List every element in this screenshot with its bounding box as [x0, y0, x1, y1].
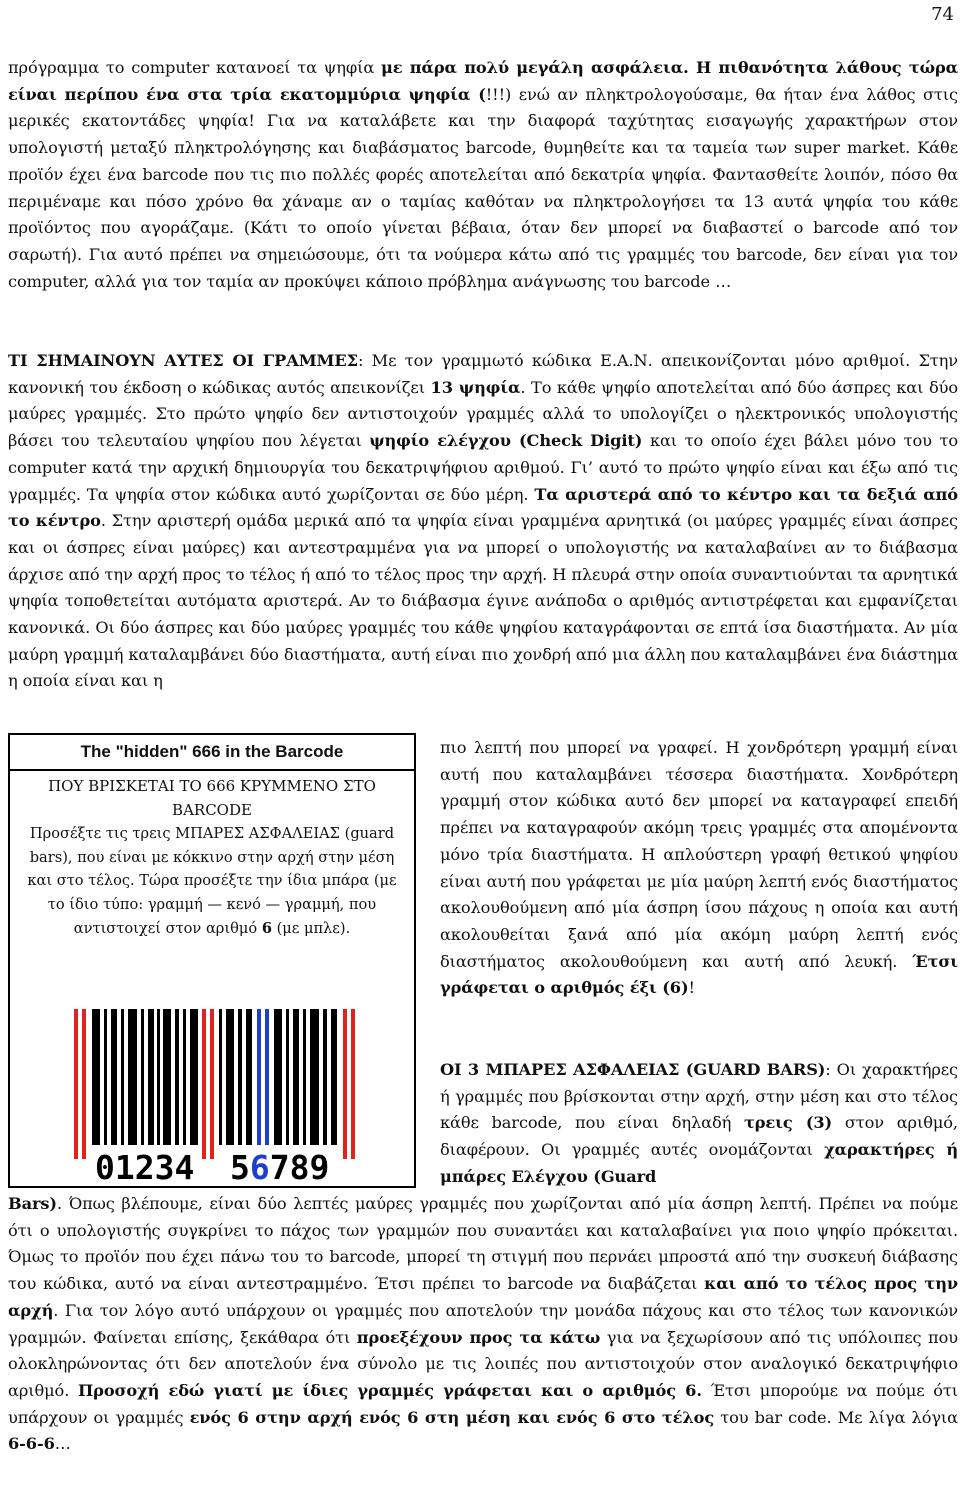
- paragraph-wrap-guard-bars: [440, 1057, 958, 1191]
- barcode-bar: [163, 1009, 171, 1145]
- page-number: 74: [931, 4, 954, 25]
- barcode-bar: [111, 1009, 117, 1145]
- barcode-bar: [92, 1009, 100, 1145]
- bold-span: τρεις (3): [743, 1113, 833, 1133]
- barcode-bar: [238, 1009, 242, 1145]
- barcode-bar: [246, 1009, 252, 1145]
- bold-span: 6-6-6: [8, 1434, 55, 1454]
- section-heading: ΟΙ 3 ΜΠΑΡΕΣ ΑΣΦΑΛΕΙΑΣ (GUARD BARS): [440, 1060, 826, 1079]
- barcode-bar: [128, 1009, 137, 1145]
- text-span: …: [54, 1434, 71, 1454]
- digit-black: 789: [269, 1148, 330, 1183]
- barcode-bar: [274, 1009, 282, 1145]
- bold-span: Τα αριστερά από το κέντρο και τα δεξιά από το κέντρο: [8, 484, 959, 531]
- figure-caption: [10, 771, 414, 940]
- barcode-digits-right: [230, 1148, 329, 1183]
- barcode-image: [10, 1007, 414, 1183]
- text-span: : Με τον γραμμωτό κώδικα Ε.Α.Ν. απεικονίζονται μόνο αριθμοί. Στην κανονική του έκδοση ο κώδικας αυτός απεικονίζει: [8, 351, 958, 397]
- barcode-bar: [331, 1009, 337, 1145]
- bold-span: ενός 6 στην αρχή ενός 6 στη μέση και ενός 6 στο τέλος: [189, 1407, 715, 1427]
- text-span: !!!) ενώ αν πληκτρολογούσαμε, θα ήταν ένα λάθος στις μερικές εκατοντάδες ψηφία! Για να καταλάβετε και την διαφορά ταχύτητας εισαγωγής χαρακτήρων στον υπολογιστή μεταξύ πληκτρολόγησης και διαβάσματος barcode, θυμηθείτε και τα ταμεία των super market. Κάθε προϊόν έχει ένα barcode που τις πιο πολλές φορές αποτελείται από δεκατρία ψηφία. Φαντασθείτε λοιπόν, πόσο θα περιμέναμε και πόσο χρόνο θα χάναμε αν ο ταμίας καθόταν να πληκτρολογήσει τα 13 αυτά ψηφία του κάθε προϊόντος που αγοράζαμε. (Κάτι το οποίο γίνεται βέβαια, όταν δεν μπορεί να διαβαστεί ο barcode από τον σαρωτή). Για αυτό πρέπει να σημειώσουμε, ότι τα νούμερα κάτω από τις γραμμές του barcode, δεν είναι για τον computer, αλλά για τον ταμία αν προκύψει κάποιο πρόβλημα ανάγνωσης του barcode …: [8, 84, 958, 291]
- barcode-bar: [183, 1009, 186, 1145]
- section-heading: ΤΙ ΣΗΜΑΙΝΟΥΝ ΑΥΤΕΣ ΟΙ ΓΡΑΜΜΕΣ: [8, 351, 358, 370]
- text-span: (με μπλε).: [271, 919, 351, 937]
- text-span: . Στην αριστερή ομάδα μερικά από τα ψηφία είναι γραμμένα αρνητικά (οι μαύρες γραμμές είναι άσπρες και οι άσπρες είναι μαύρες) και αντεστραμμένα για να μπορεί ο υπολογιστής να καταλαβαίνει αν το διάβασμα άρχισε από την αρχή προς το τέλος ή από το τέλος προς την αρχή. Η πλευρά στην οποία συναντιούνται τα αρνητικά ψηφία τοποθετείται αυτόματα αριστερά. Αν το διάβασμα έγινε ανάποδα ο αριθμός αντιστρέφεται και εμφανίζεται κανονικά. Οι δύο άσπρες και δύο μαύρες γραμμές του κάθε ψηφίου καταγράφονται σε επτά ίσα διαστήματα. Αν μία μαύρη γραμμή καταλαμβάνει δύο διαστήματα, αυτή είναι πιο χονδρή από μια άλλη που καταλαμβάνει ένα διάστημα η οποία είναι και η: [8, 511, 958, 691]
- guard-bar: [210, 1009, 214, 1159]
- text-span: πρόγραμμα το computer κατανοεί τα ψηφία: [8, 58, 381, 77]
- barcode-bar: [219, 1009, 222, 1145]
- six-bar: [265, 1009, 269, 1145]
- barcode-bar: [148, 1009, 154, 1145]
- bold-span: Bars): [8, 1194, 57, 1213]
- guard-bar: [202, 1009, 206, 1159]
- barcode-bar: [190, 1009, 198, 1145]
- text-span: Προσέξτε τις τρεις ΜΠΑΡΕΣ ΑΣΦΑΛΕΙΑΣ (guard bars), που είναι με κόκκινο στην αρχή στην μέση και στο τέλος. Τώρα προσέξτε την ίδια μπάρα (με το ίδιο τύπο: γραμμή — κενό — γραμμή, που αντιστοιχεί στον αριθμό: [27, 825, 397, 937]
- text-span: Έτσι μπορούμε να πούμε ότι υπάρχουν οι γραμμές: [8, 1380, 958, 1427]
- figure-title: ΠΟΥ ΒΡΙΣΚΕΤΑΙ ΤΟ 666 ΚΡΥΜΜΕΝΟ ΣΤΟ BARCODE: [48, 777, 376, 819]
- text-span: και το οποίο έχει βάλει μόνο του το computer κατά την αρχική δημιουργία του δεκατριψήφιου αριθμού. Γι’ αυτό το πρώτο ψηφίο είναι και έξω από τις γραμμές. Τα ψηφία στον κώδικα αυτό χωρίζονται σε δύο μέρη.: [8, 431, 958, 504]
- bold-span: Έτσι γράφεται ο αριθμός έξι (6): [440, 951, 958, 998]
- bold-span: ψηφίο ελέγχου (Check Digit): [369, 431, 643, 451]
- barcode-bar: [141, 1009, 144, 1145]
- barcode-figure-box: [8, 733, 416, 1188]
- barcode-bar: [286, 1009, 289, 1145]
- barcode-bar: [121, 1009, 124, 1145]
- paragraph-what-lines-mean: [8, 348, 958, 695]
- bold-span: 6: [261, 919, 272, 937]
- text-span: για να ξεχωρίσουν από τις υπόλοιπες που ολοκληρώνοντας ότι δεν αποτελούν ένα σύνολο με τις λοιπές που αντιστοιχούν στον αναλογικό δεκατριψήφιο αριθμό.: [8, 1327, 958, 1400]
- digit-blue: 6: [249, 1148, 270, 1183]
- text-span: . Το κάθε ψηφίο αποτελείται από δύο άσπρες και δύο μαύρες γραμμές. Στο πρώτο ψηφίο δεν αντιστοιχούν γραμμές αλλά το υπολογίζει ο ηλεκτρονικός υπολογιστής βάσει του τελευταίου ψηφίου που λέγεται: [8, 377, 958, 451]
- bold-span: προεξέχουν προς τα κάτω: [356, 1327, 601, 1347]
- guard-bar: [74, 1009, 78, 1159]
- text-span: . Όπως βλέπουμε, είναι δύο λεπτές μαύρες γραμμές που χωρίζονται από μία άσπρη λεπτή. Πρέπει να πούμε ότι ο υπολογιστής συγκρίνει το πάχος των γραμμών που συναντάει και καταλαβαίνει για ποιο ψηφίο πρόκειται. Όμως το προϊόν που έχει πάνω του το barcode, μπορεί τη στιγμή που περνάει μπροστά από την συσκευή διάβασης του κώδικα, αυτό να είναι αντεστραμμένο. Έτσι πρέπει το barcode να διαβάζεται: [8, 1194, 958, 1294]
- guard-bar: [351, 1009, 355, 1159]
- text-span: πιο λεπτή που μπορεί να γραφεί. Η χονδρότερη γραμμή είναι αυτή που καταλαμβάνει τέσσερα διαστήματα. Χονδρότερη γραμμή στον κώδικα αυτό δεν μπορεί να καταγραφεί επειδή πρέπει να καταγραφούν ακόμη τρεις γραμμές στα απομένοντα μόνο τρία διαστήματα. Η απλούστερη γραφή θετικού ψηφίου είναι αυτή που γράφεται με μία μαύρη λεπτή ενός διαστήματος ακολουθούμενη από μία άσπρη ίσου πάχους η οποία και αυτή ακολουθείται ξανά από μία ακόμη μαύρη λεπτή ενός διαστήματος ακολουθούμενη και αυτή από λευκή.: [440, 738, 958, 971]
- bold-span: Προσοχή εδώ γιατί με ίδιες γραμμές γράφεται και ο αριθμός 6.: [77, 1380, 702, 1400]
- figure-body: [22, 822, 402, 940]
- barcode-svg: [10, 1007, 414, 1183]
- bold-span: με πάρα πολύ μεγάλη ασφάλεια. Η πιθανότητα λάθους τώρα είναι περίπου ένα στα τρία εκατομμύρια ψηφία (: [8, 58, 958, 104]
- barcode-bar: [175, 1009, 179, 1145]
- paragraph-intro: [8, 55, 958, 295]
- barcode-bar: [104, 1009, 107, 1145]
- barcode-bar: [226, 1009, 234, 1145]
- barcode-bar: [310, 1009, 319, 1145]
- text-span: . Για τον λόγο αυτό υπάρχουν οι γραμμές που αποτελούν την μονάδα πάχους και στο τέλος των κανονικών γραμμών. Φαίνεται επίσης, ξεκάθαρα ότι: [8, 1300, 958, 1347]
- bold-span: χαρακτήρες ή μπάρες Ελέγχου (Guard: [440, 1140, 958, 1186]
- guard-bar: [343, 1009, 347, 1159]
- barcode-bars: [74, 1009, 355, 1159]
- figure-header: The "hidden" 666 in the Barcode: [10, 735, 414, 771]
- barcode-bar: [303, 1009, 306, 1145]
- barcode-bar: [293, 1009, 299, 1145]
- digit-black: 5: [230, 1148, 250, 1183]
- text-span: στον αριθμό, διαφέρουν. Οι γραμμές αυτές ονομάζονται: [440, 1113, 958, 1160]
- barcode-digits-left: 01234: [95, 1148, 195, 1183]
- barcode-bar: [157, 1009, 160, 1145]
- paragraph-wrap-six: [440, 735, 958, 1002]
- paragraph-guard-bars-cont: [8, 1191, 958, 1458]
- barcode-bar: [323, 1009, 327, 1145]
- bold-span: 13 ψηφία: [430, 377, 521, 397]
- six-bar: [257, 1009, 261, 1145]
- text-span: του bar code. Με λίγα λόγια: [714, 1407, 958, 1427]
- bold-span: και από το τέλος προς την αρχή: [8, 1274, 958, 1320]
- guard-bar: [82, 1009, 86, 1159]
- text-span: !: [688, 978, 695, 998]
- text-span: : Οι χαρακτήρες ή γραμμές που βρίσκονται στην αρχή, στην μέση και στο τέλος κάθε barcode, που είναι δηλαδή: [440, 1060, 958, 1133]
